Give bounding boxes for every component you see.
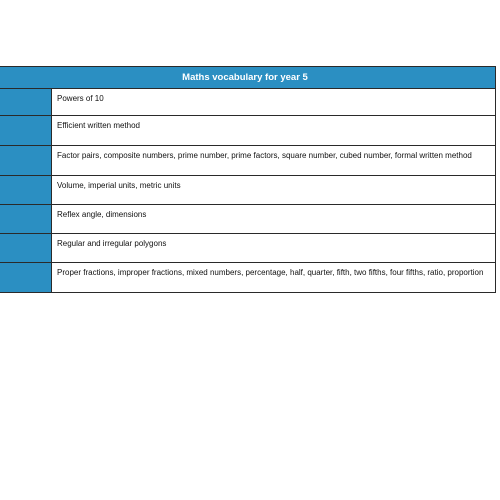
table-row: [0, 116, 496, 146]
topic-cell: [0, 263, 52, 293]
table-row: [0, 263, 496, 293]
vocabulary-cell: Efficient written method: [52, 116, 496, 146]
topic-label: [0, 240, 51, 250]
table-row: [0, 89, 496, 116]
topic-label: [0, 211, 51, 231]
topic-label: [0, 152, 51, 162]
topic-cell: [0, 116, 52, 146]
vocabulary-cell: Regular and irregular polygons: [52, 234, 496, 263]
table-row: [0, 205, 496, 234]
table-row: [0, 234, 496, 263]
vocabulary-table: [0, 66, 496, 293]
topic-label: [0, 95, 51, 105]
topic-cell: [0, 89, 52, 116]
table-title: Maths vocabulary for year 5: [0, 67, 496, 89]
topic-cell: [0, 234, 52, 263]
topic-cell: [0, 205, 52, 234]
vocabulary-cell: Factor pairs, composite numbers, prime number, prime factors, square number, cubed number, formal written method: [52, 146, 496, 176]
table-header-row: [0, 67, 496, 89]
topic-cell: [0, 176, 52, 205]
table-row: [0, 176, 496, 205]
topic-label: [0, 122, 51, 132]
vocabulary-cell: Powers of 10: [52, 89, 496, 116]
topic-label: [0, 269, 51, 279]
vocabulary-cell: Reflex angle, dimensions: [52, 205, 496, 234]
table-row: [0, 146, 496, 176]
vocabulary-cell: Volume, imperial units, metric units: [52, 176, 496, 205]
vocabulary-cell: Proper fractions, improper fractions, mixed numbers, percentage, half, quarter, fifth, two fifths, four fifths, ratio, proportion: [52, 263, 496, 293]
topic-cell: [0, 146, 52, 176]
